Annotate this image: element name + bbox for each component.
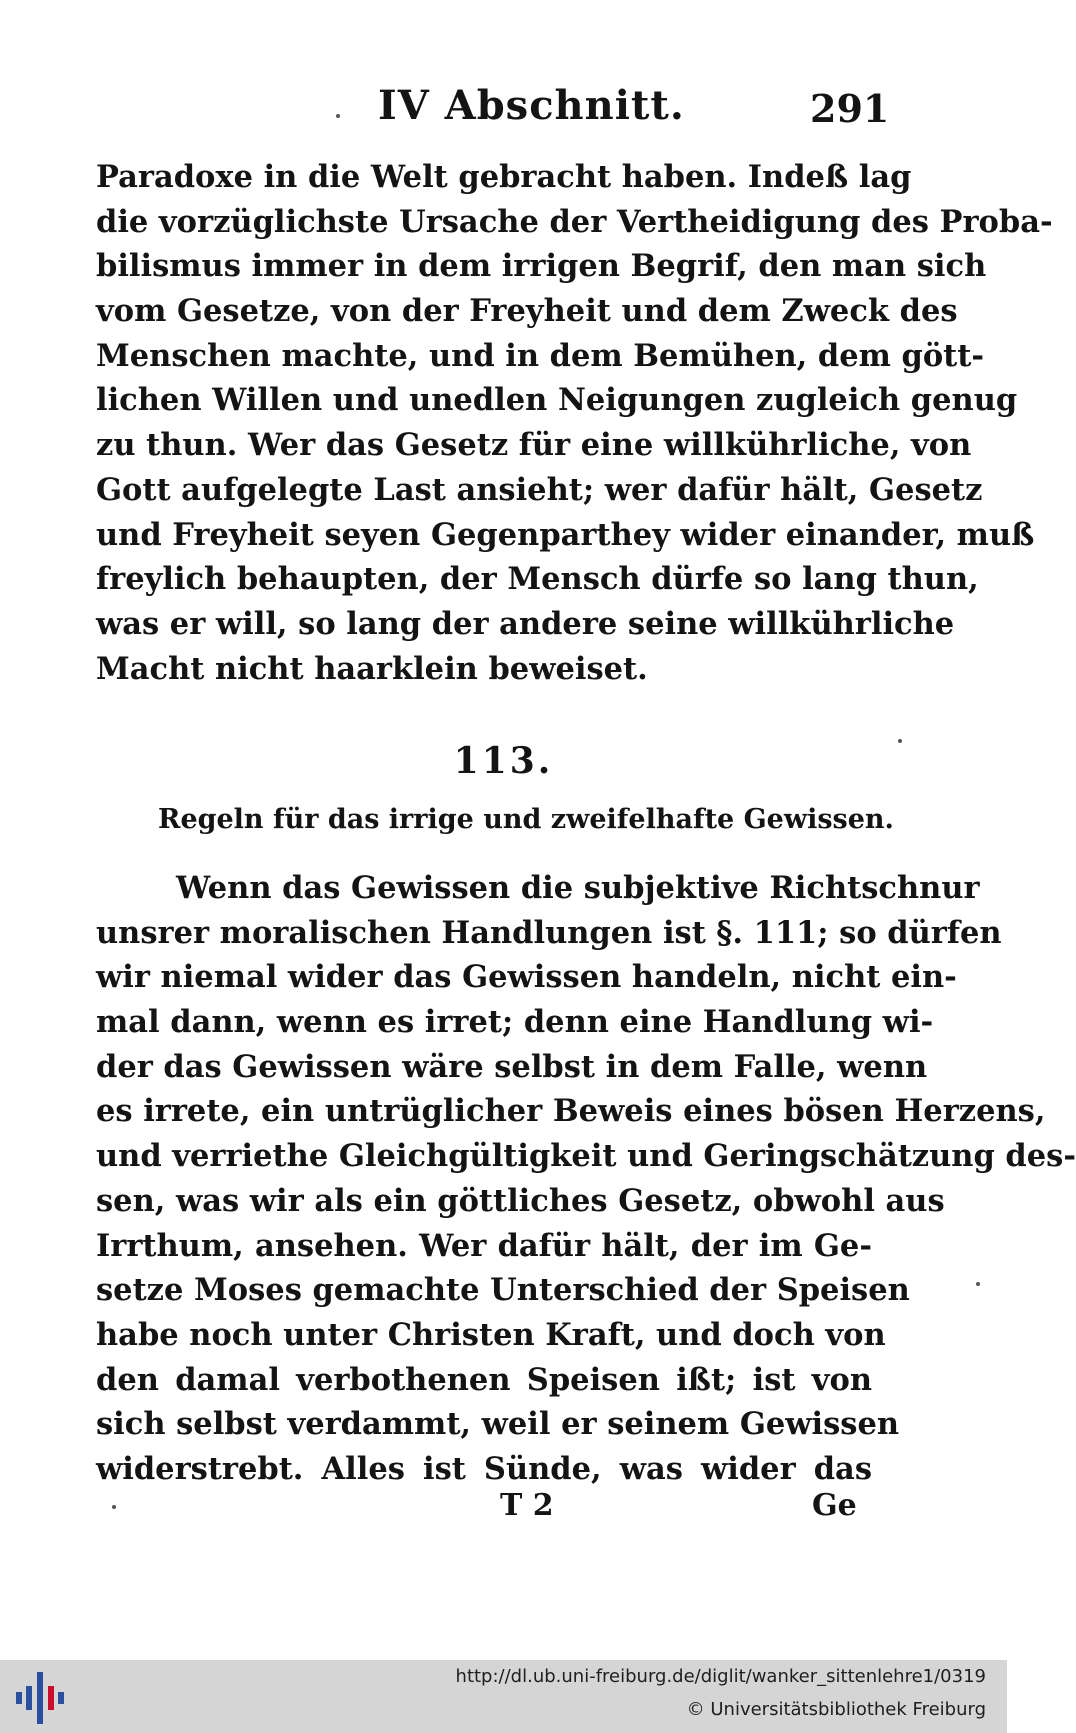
text-line: widerstrebt. Alles ist Sünde, was wider das <box>96 1450 872 1487</box>
text-line: und verriethe Gleichgültigkeit und Geringschätzung des- <box>96 1138 1076 1175</box>
text-line: vom Gesetze, von der Freyheit und dem Zweck des <box>96 293 958 330</box>
section-number: 113. <box>453 740 554 782</box>
text-line: freylich behaupten, der Mensch dürfe so lang thun, <box>96 561 979 598</box>
text-line: Wenn das Gewissen die subjektive Richtschnur <box>176 870 980 906</box>
text-line: Menschen machte, und in dem Bemühen, dem gött- <box>96 337 985 374</box>
scan-speck <box>336 114 340 118</box>
running-head <box>0 82 1007 132</box>
section-heading: Regeln für das irrige und zweifelhafte Gewissen. <box>158 804 894 835</box>
text-line: Paradoxe in die Welt gebracht haben. Indeß lag <box>96 159 912 195</box>
text-line: bilismus immer in dem irrigen Begrif, den man sich <box>96 248 987 285</box>
scan-speck <box>898 739 902 743</box>
text-line: Gott aufgelegte Last ansieht; wer dafür hält, Gesetz <box>96 471 983 508</box>
text-line: sen, was wir als ein göttliches Gesetz, obwohl aus <box>96 1182 945 1219</box>
copyright-notice: © Universitätsbibliothek Freiburg <box>686 1699 986 1720</box>
catchword: Ge <box>812 1488 857 1523</box>
text-line: es irrete, ein untrüglicher Beweis eines bösen Herzens, <box>96 1093 1046 1130</box>
paragraph-section-113 <box>96 866 1076 1492</box>
text-line: zu thun. Wer das Gesetz für eine willkührliche, von <box>96 427 972 464</box>
text-line: lichen Willen und unedlen Neigungen zugleich genug <box>96 382 1018 419</box>
text-line: Irrthum, ansehen. Wer dafür hält, der im Ge- <box>96 1227 872 1264</box>
text-line: wir niemal wider das Gewissen handeln, nicht ein- <box>96 959 957 996</box>
text-line: Macht nicht haarklein beweiset. <box>96 650 648 687</box>
text-line: der das Gewissen wäre selbst in dem Falle, wenn <box>96 1048 928 1085</box>
viewer-footer-bar <box>0 1660 1007 1733</box>
text-line: sich selbst verdammt, weil er seinem Gewissen <box>96 1406 900 1443</box>
text-line: die vorzüglichste Ursache der Vertheidigung des Proba- <box>96 203 1053 240</box>
scan-speck <box>976 1282 980 1286</box>
text-line: setze Moses gemachte Unterschied der Speisen <box>96 1272 910 1309</box>
signature-mark: T 2 <box>500 1488 554 1523</box>
text-line: was er will, so lang der andere seine willkührliche <box>96 605 955 642</box>
paragraph-continued <box>96 155 1053 691</box>
text-line: mal dann, wenn es irret; denn eine Handlung wi- <box>96 1004 934 1041</box>
page-number: 291 <box>810 86 890 131</box>
permalink-url[interactable]: http://dl.ub.uni-freiburg.de/diglit/wanker_sittenlehre1/0319 <box>455 1666 986 1687</box>
scan-speck <box>112 1505 116 1509</box>
running-head-title: IV Abschnitt. <box>378 82 685 129</box>
library-logo-icon <box>16 1672 64 1724</box>
text-line: und Freyheit seyen Gegenparthey wider einander, muß <box>96 516 1035 553</box>
text-line: den damal verbothenen Speisen ißt; ist von <box>96 1361 872 1398</box>
text-line: unsrer moralischen Handlungen ist §. 111; so dürfen <box>96 914 1002 951</box>
text-line: habe noch unter Christen Kraft, und doch von <box>96 1316 886 1353</box>
